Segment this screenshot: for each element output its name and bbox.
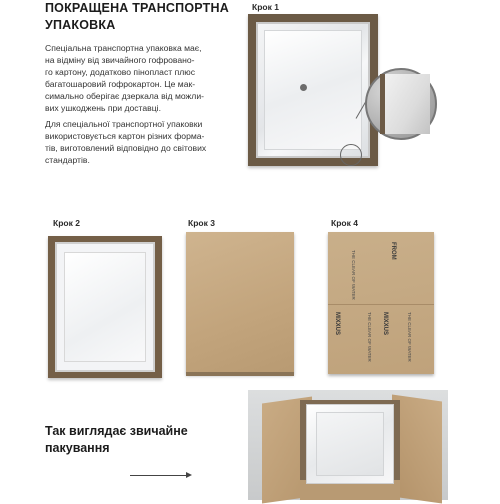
- text-line: симально оберігає дзеркала від можли-: [45, 91, 204, 102]
- arrow-right-icon: [130, 475, 190, 476]
- step-2-foam-sheet: [64, 252, 146, 362]
- text-line: Спеціальна транспортна упаковка має,: [45, 43, 202, 53]
- text-line: стандартів.: [45, 155, 90, 166]
- step-1-center-mark: [300, 84, 307, 91]
- box-print-brand: MIXXUS: [382, 312, 388, 336]
- step-3-box-edge: [186, 372, 294, 376]
- step-4-label: Крок 4: [331, 218, 358, 228]
- box-print-from: FROM: [390, 242, 396, 260]
- step-1-foam-sheet: [264, 30, 362, 150]
- step-4-printed-box: [328, 232, 434, 374]
- box-print-tagline: THE CLEAR OF WATER: [367, 312, 372, 362]
- detail-zoom-edge: [380, 74, 430, 134]
- description-paragraph-1: [45, 42, 235, 115]
- text-line: го картону, додатково пінопласт плюс: [45, 67, 195, 78]
- box-print-tagline: THE CLEAR OF WATER: [407, 312, 412, 362]
- text-line: вих ушкоджень при доставці.: [45, 103, 161, 114]
- section-title-line-1: ПОКРАЩЕНА ТРАНСПОРТНА: [45, 1, 229, 15]
- standard-packaging-caption: [45, 423, 245, 457]
- text-line: багатошаровий гофрокартон. Це мак-: [45, 79, 196, 90]
- section-title: [45, 0, 245, 34]
- box-print-tagline: THE CLEAR OF WATER: [351, 250, 356, 300]
- caption-line-2: пакування: [45, 441, 110, 455]
- step-4-flap-line: [328, 304, 434, 305]
- description-paragraph-2: [45, 118, 235, 166]
- text-line: використовується картон різних форма-: [45, 131, 205, 142]
- text-line: тів, виготовлений відповідно до світових: [45, 143, 207, 154]
- arrow-head-icon: [186, 472, 192, 478]
- caption-line-1: Так виглядає звичайне: [45, 424, 188, 438]
- text-line: на відміну від звичайного гофровано-: [45, 55, 195, 66]
- step-2-label: Крок 2: [53, 218, 80, 228]
- packed-mirror-inner: [316, 412, 384, 476]
- detail-highlight-circle: [340, 144, 362, 166]
- section-title-line-2: УПАКОВКА: [45, 18, 116, 32]
- step-3-cardboard-box: [186, 232, 294, 374]
- box-print-brand: MIXXUS: [334, 312, 340, 336]
- step-3-label: Крок 3: [188, 218, 215, 228]
- text-line: Для спеціальної транспортної упаковки: [45, 119, 203, 129]
- step-1-label: Крок 1: [252, 2, 279, 12]
